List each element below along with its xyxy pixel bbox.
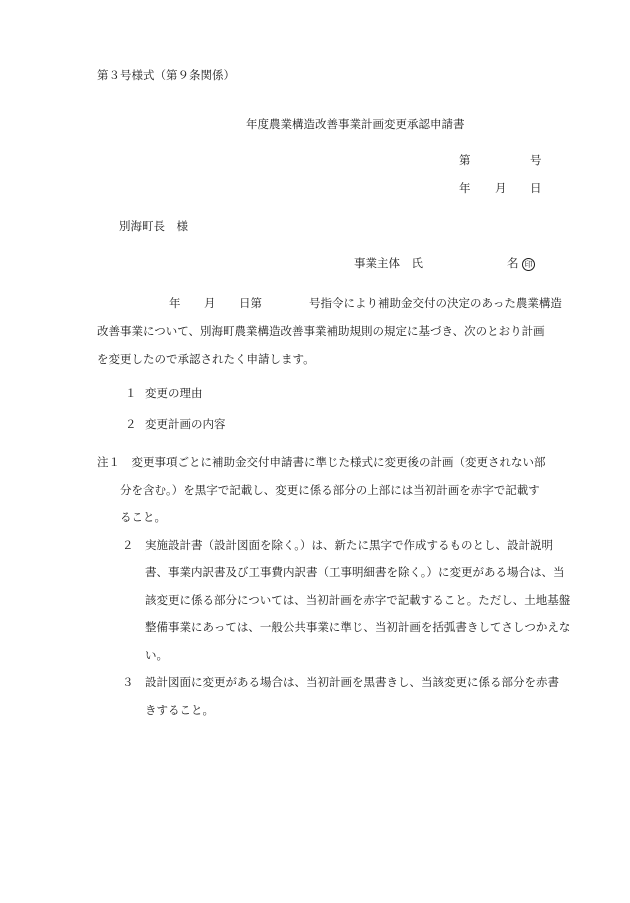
- body-month: 月: [204, 296, 216, 310]
- seal-mark: 印: [522, 258, 535, 271]
- note-line: い。: [145, 647, 168, 662]
- item-number: １: [125, 386, 137, 400]
- addressee: 別海町長 様: [119, 219, 188, 233]
- note-number: ２: [122, 537, 134, 552]
- note-line: ること。: [120, 510, 166, 524]
- note-line: [97, 538, 577, 566]
- applicant-label: 事業主体 氏: [354, 256, 423, 270]
- body-paragraph: [97, 324, 577, 380]
- note-line: きすること。: [145, 702, 214, 717]
- applicant-name-label: [507, 256, 535, 271]
- note-number: １: [108, 455, 120, 469]
- name-char: 名: [507, 256, 519, 270]
- notes-section: [97, 455, 577, 730]
- body-year: 年: [169, 296, 181, 310]
- doc-number-go: 号: [530, 153, 542, 167]
- note-line: 該変更に係る部分については、当初計画を赤字で記載すること。ただし、土地基盤: [145, 592, 571, 607]
- note-number: ３: [122, 675, 134, 689]
- body-line: を変更したので承認されたく申請します。: [97, 352, 315, 366]
- document-title: 年度農業構造改善事業計画変更承認申請書: [246, 117, 465, 131]
- item-number: ２: [125, 417, 137, 431]
- note-line: [97, 675, 577, 703]
- item-text: 変更計画の内容: [145, 417, 226, 431]
- body-line1-rest: 号指令により補助金交付の決定のあった農業構造: [309, 296, 562, 310]
- doc-number-dai: 第: [459, 153, 471, 167]
- form-number: 第３号様式（第９条関係）: [97, 68, 235, 82]
- note-text: 変更事項ごとに補助金交付申請書に準じた様式に変更後の計画（変更されない部: [131, 455, 546, 469]
- item-text: 変更の理由: [145, 386, 203, 400]
- note-line: 分を含む。）を黒字で記載し、変更に係る部分の上部には当初計画を赤字で記載す: [120, 482, 540, 497]
- date-year: 年: [459, 181, 471, 195]
- date-day: 日: [530, 181, 542, 195]
- note-text: 実施設計書（設計図面を除く。）は、新たに黒字で作成するものとし、設計説明: [145, 537, 554, 552]
- note-text: 設計図面に変更がある場合は、当初計画を黒書きし、当該変更に係る部分を赤書: [145, 675, 559, 689]
- body-day-dai: 日第: [239, 296, 262, 310]
- note-line: [97, 455, 577, 483]
- note-label: 注: [97, 455, 109, 469]
- note-line: 整備事業にあっては、一般公共事業に準じ、当初計画を括弧書きしてさしつかえな: [145, 620, 571, 634]
- body-line: 改善事業について、別海町農業構造改善事業補助規則の規定に基づき、次のとおり計画: [97, 324, 545, 338]
- date-month: 月: [495, 181, 507, 195]
- note-line: 書、事業内訳書及び工事費内訳書（工事明細書を除く。）に変更がある場合は、当: [145, 565, 565, 579]
